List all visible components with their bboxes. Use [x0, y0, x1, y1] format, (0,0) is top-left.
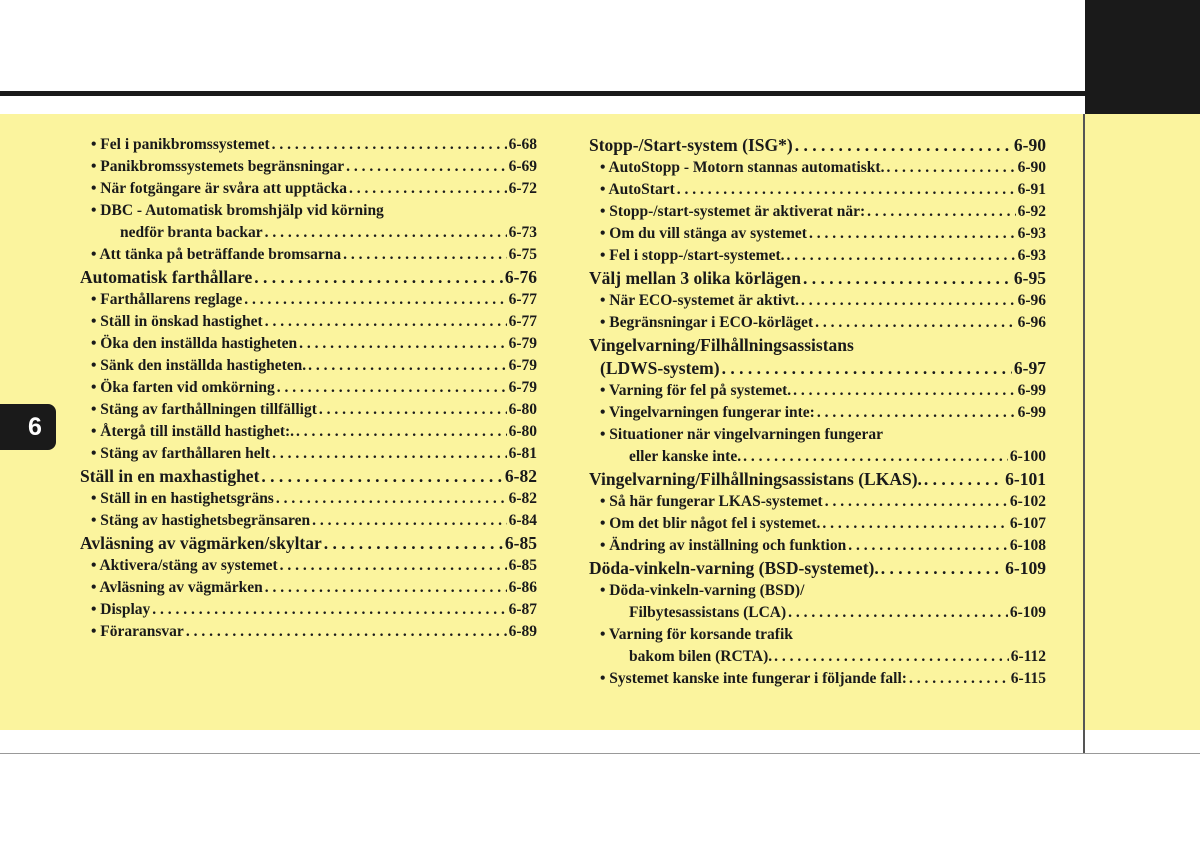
toc-entry-title: • Vingelvarningen fungerar inte:	[600, 404, 815, 421]
toc-entry[interactable]	[80, 621, 537, 643]
toc-page-number: 6-80	[508, 401, 537, 418]
toc-page-number: 6-115	[1010, 670, 1046, 687]
toc-heading[interactable]	[80, 532, 537, 555]
toc-entry-title: • När ECO-systemet är aktivt.	[600, 292, 800, 309]
toc-entry[interactable]	[589, 446, 1046, 468]
toc-entry-title: • DBC - Automatisk bromshjälp vid körning	[91, 202, 384, 219]
toc-entry-title: nedför branta backar	[120, 224, 263, 241]
dot-leader	[349, 178, 507, 200]
toc-page-number: 6-91	[1017, 181, 1046, 198]
toc-heading[interactable]	[589, 557, 1046, 580]
toc-page-number: 6-92	[1017, 203, 1046, 220]
toc-entry-title: • Ställ in en hastighetsgräns	[91, 490, 274, 507]
toc-entry-title: • Döda-vinkeln-varning (BSD)/	[600, 582, 805, 599]
toc-entry	[80, 200, 537, 222]
toc-entry-title: Vingelvarning/Filhållningsassistans (LKAS).	[589, 469, 922, 489]
dot-leader	[815, 312, 1015, 334]
dot-leader	[296, 421, 507, 443]
dot-leader	[272, 443, 506, 465]
corner-block	[1085, 0, 1200, 114]
dot-leader	[265, 222, 507, 244]
toc-entry[interactable]	[589, 380, 1046, 402]
toc-entry-title: • Stäng av hastighetsbegränsaren	[91, 512, 311, 529]
toc-heading[interactable]	[589, 357, 1046, 380]
dot-leader	[677, 179, 1016, 201]
toc-heading[interactable]	[80, 465, 537, 488]
toc-entry-title: • Stäng av farthållaren helt	[91, 445, 271, 462]
toc-entry-title: • Farthållarens reglage	[91, 291, 243, 308]
toc-page-number: 6-79	[508, 335, 537, 352]
toc-entry[interactable]	[589, 312, 1046, 334]
toc-entry[interactable]	[80, 577, 537, 599]
dot-leader	[886, 157, 1015, 179]
toc-entry-title: • Återgå till inställd hastighet:.	[91, 423, 295, 440]
dot-leader	[787, 245, 1016, 267]
dot-leader	[280, 555, 507, 577]
dot-leader	[152, 599, 506, 621]
toc-entry[interactable]	[589, 646, 1046, 668]
toc-entry-title: bakom bilen (RCTA).	[629, 648, 773, 665]
dot-leader	[809, 223, 1016, 245]
toc-entry[interactable]	[589, 513, 1046, 535]
toc-entry-title: Avläsning av vägmärken/skyltar	[80, 533, 322, 553]
toc-entry-title: • Att tänka på beträffande bromsarna	[91, 246, 342, 263]
toc-page-number: 6-89	[508, 623, 537, 640]
toc-entry-title: • Stopp-/start-systemet är aktiverat när:	[600, 203, 866, 220]
dot-leader	[343, 244, 506, 266]
toc-page-number: 6-84	[508, 512, 537, 529]
dot-leader	[788, 602, 1008, 624]
toc-entry-title: • Öka den inställda hastigheten	[91, 335, 298, 352]
toc-entry[interactable]	[80, 555, 537, 577]
dot-leader	[265, 311, 507, 333]
toc-entry-title: • Panikbromssystemets begränsningar	[91, 158, 345, 175]
toc-entry-title: • Fel i panikbromssystemet	[91, 136, 270, 153]
toc-entry[interactable]	[80, 377, 537, 399]
toc-page-number: 6-87	[508, 601, 537, 618]
toc-entry[interactable]	[589, 223, 1046, 245]
toc-page-number: 6-101	[1005, 469, 1046, 489]
toc-page-number: 6-82	[508, 490, 537, 507]
dot-leader	[801, 290, 1016, 312]
toc-entry[interactable]	[589, 179, 1046, 201]
toc-column-right	[589, 134, 1046, 690]
toc-entry[interactable]	[589, 290, 1046, 312]
toc-entry[interactable]	[80, 599, 537, 621]
toc-entry-title: • AutoStart	[600, 181, 675, 198]
toc-page-number: 6-85	[504, 533, 537, 553]
toc-page-number: 6-75	[508, 246, 537, 263]
toc-entry-title: • Sänk den inställda hastigheten.	[91, 357, 307, 374]
toc-entry[interactable]	[80, 355, 537, 377]
toc-entry-title: • Ändring av inställning och funktion	[600, 537, 847, 554]
dot-leader	[272, 134, 507, 156]
dot-leader	[817, 402, 1016, 424]
toc-entry-title: Döda-vinkeln-varning (BSD-systemet).	[589, 558, 879, 578]
toc-entry-title: • Display	[91, 601, 151, 618]
toc-heading[interactable]	[589, 134, 1046, 157]
dot-leader	[848, 535, 1008, 557]
toc-page-number: 6-109	[1005, 558, 1046, 578]
toc-entry-title: • Om det blir något fel i systemet.	[600, 515, 821, 532]
toc-page-number: 6-86	[508, 579, 537, 596]
dot-leader	[265, 577, 507, 599]
toc-entry-title: • Begränsningar i ECO-körläget	[600, 314, 814, 331]
toc-entry-title: • Så här fungerar LKAS-systemet	[600, 493, 823, 510]
dot-leader	[795, 134, 1012, 157]
toc-entry-title: • När fotgängare är svåra att upptäcka	[91, 180, 347, 197]
toc-entry[interactable]	[589, 157, 1046, 179]
toc-entry-title: • Situationer när vingelvarningen fungerar	[600, 426, 884, 443]
dot-leader	[774, 646, 1009, 668]
toc-entry[interactable]	[80, 333, 537, 355]
toc-page-number: 6-85	[508, 557, 537, 574]
toc-page-number: 6-93	[1017, 247, 1046, 264]
dot-leader	[324, 532, 503, 555]
toc-page-number: 6-107	[1009, 515, 1046, 532]
dot-leader	[881, 557, 1003, 580]
toc-page-number: 6-79	[508, 379, 537, 396]
toc-page-number: 6-93	[1017, 225, 1046, 242]
toc-page-number: 6-69	[508, 158, 537, 175]
toc-entry[interactable]	[80, 289, 537, 311]
toc-entry[interactable]	[80, 399, 537, 421]
toc-page-number: 6-72	[508, 180, 537, 197]
toc-entry[interactable]	[589, 602, 1046, 624]
toc-entry[interactable]	[589, 402, 1046, 424]
dot-leader	[822, 513, 1007, 535]
toc-entry[interactable]	[80, 510, 537, 532]
toc-entry[interactable]	[80, 156, 537, 178]
dot-leader	[277, 377, 507, 399]
toc-page-number: 6-77	[508, 313, 537, 330]
toc-entry-title: Stopp-/Start-system (ISG*)	[589, 135, 793, 155]
toc-entry-title: • Avläsning av vägmärken	[91, 579, 263, 596]
toc-page-number: 6-102	[1009, 493, 1046, 510]
toc-entry-title: Ställ in en maxhastighet	[80, 466, 260, 486]
toc-page-number: 6-109	[1009, 604, 1046, 621]
dot-leader	[186, 621, 507, 643]
toc-entry[interactable]	[80, 488, 537, 510]
toc-page-number: 6-76	[504, 267, 537, 287]
toc-page-number: 6-82	[504, 466, 537, 486]
toc-entry	[589, 624, 1046, 646]
toc-page-number: 6-90	[1017, 159, 1046, 176]
toc-entry[interactable]	[589, 201, 1046, 223]
toc-entry[interactable]	[589, 245, 1046, 267]
toc-entry[interactable]	[80, 421, 537, 443]
toc-page-number: 6-90	[1013, 135, 1046, 155]
toc-entry-title: Vingelvarning/Filhållningsassistans	[589, 335, 854, 355]
dot-leader	[276, 488, 507, 510]
toc-entry-title: • Varning för korsande trafik	[600, 626, 793, 643]
dot-leader	[254, 266, 503, 289]
toc-entry[interactable]	[589, 491, 1046, 513]
toc-entry-title: • Varning för fel på systemet.	[600, 382, 792, 399]
toc-entry-title: • AutoStopp - Motorn stannas automatiskt.	[600, 159, 885, 176]
bottom-rule	[0, 753, 1200, 754]
toc-entry-title: • Ställ in önskad hastighet	[91, 313, 263, 330]
dot-leader	[924, 468, 1003, 491]
dot-leader	[803, 267, 1012, 290]
toc-entry	[589, 424, 1046, 446]
toc-entry-title: • Föraransvar	[91, 623, 184, 640]
toc-entry-title: (LDWS-system)	[600, 358, 720, 378]
chapter-tab[interactable]: 6	[0, 404, 56, 450]
toc-entry-title: • Fel i stopp-/start-systemet.	[600, 247, 785, 264]
toc-entry-title: Filbytesassistans (LCA)	[629, 604, 787, 621]
dot-leader	[793, 380, 1015, 402]
toc-heading[interactable]	[80, 266, 537, 289]
dot-leader	[299, 333, 506, 355]
toc-entry-title: Automatisk farthållare	[80, 267, 253, 287]
toc-page-number: 6-100	[1009, 448, 1046, 465]
dot-leader	[261, 465, 503, 488]
toc-page-number: 6-108	[1009, 537, 1046, 554]
toc-entry-title: • Om du vill stänga av systemet	[600, 225, 807, 242]
toc-page-number: 6-79	[508, 357, 537, 374]
toc-entry[interactable]	[589, 668, 1046, 690]
toc-page-number: 6-77	[508, 291, 537, 308]
dot-leader	[722, 357, 1012, 380]
toc-heading[interactable]	[589, 468, 1046, 491]
toc-page-number: 6-99	[1017, 382, 1046, 399]
dot-leader	[346, 156, 506, 178]
toc-page-number: 6-99	[1017, 404, 1046, 421]
toc-heading[interactable]	[589, 267, 1046, 290]
toc-entry-title: • Öka farten vid omkörning	[91, 379, 275, 396]
toc-page-number: 6-95	[1013, 268, 1046, 288]
toc-page-number: 6-81	[508, 445, 537, 462]
toc-page-number: 6-112	[1010, 648, 1046, 665]
toc-page-number: 6-96	[1017, 292, 1046, 309]
top-rule	[0, 91, 1085, 96]
toc-entry[interactable]	[80, 222, 537, 244]
dot-leader	[244, 289, 506, 311]
toc-entry[interactable]	[80, 244, 537, 266]
toc-entry-title: • Systemet kanske inte fungerar i följande fall:	[600, 670, 907, 687]
dot-leader	[312, 510, 506, 532]
toc-page-number: 6-97	[1013, 358, 1046, 378]
band-divider	[1083, 114, 1085, 754]
dot-leader	[909, 668, 1009, 690]
toc-page-number: 6-68	[508, 136, 537, 153]
toc-entry[interactable]	[589, 535, 1046, 557]
toc-page-number: 6-80	[508, 423, 537, 440]
dot-leader	[867, 201, 1015, 223]
toc-entry-title: Välj mellan 3 olika körlägen	[589, 268, 801, 288]
toc-entry[interactable]	[80, 443, 537, 465]
dot-leader	[319, 399, 507, 421]
toc-entry[interactable]	[80, 134, 537, 156]
dot-leader	[825, 491, 1008, 513]
toc-entry	[589, 580, 1046, 602]
toc-entry-title: • Aktivera/stäng av systemet	[91, 557, 278, 574]
dot-leader	[308, 355, 506, 377]
toc-heading	[589, 334, 1046, 357]
toc-entry-title: eller kanske inte.	[629, 448, 742, 465]
toc-entry[interactable]	[80, 178, 537, 200]
toc-entry-title: • Stäng av farthållningen tillfälligt	[91, 401, 317, 418]
toc-page-number: 6-73	[508, 224, 537, 241]
toc-column-left	[80, 134, 537, 643]
dot-leader	[743, 446, 1008, 468]
toc-entry[interactable]	[80, 311, 537, 333]
toc-page-number: 6-96	[1017, 314, 1046, 331]
